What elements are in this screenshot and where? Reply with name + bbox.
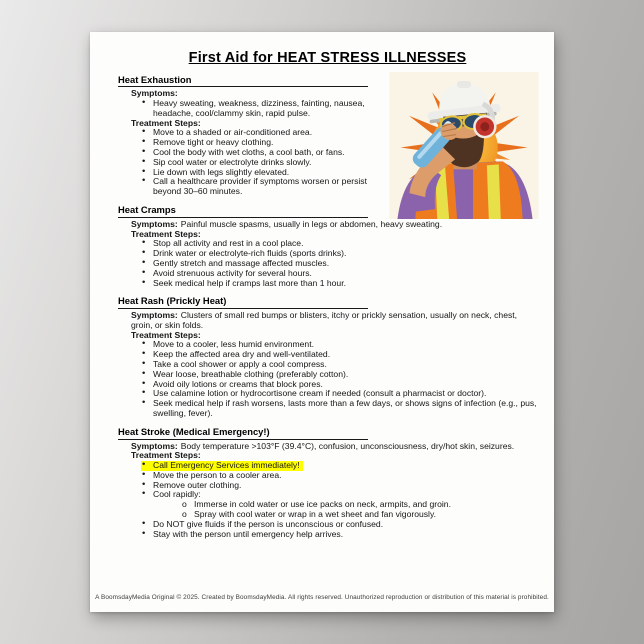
treatment-step: • Drink water or electrolyte-rich fluids (sports drinks). (141, 249, 537, 259)
treatment-step: • Avoid strenuous activity for several hours. (141, 269, 537, 279)
symptoms-label: Symptoms: (131, 218, 178, 229)
treatment-step: • Lie down with legs slightly elevated. (141, 168, 385, 178)
emergency-call-step-highlighted: • Call Emergency Services immediately! (141, 461, 303, 471)
treatment-label: Treatment Steps: (131, 228, 201, 239)
treatment-step: • Avoid oily lotions or creams that block pores. (141, 380, 537, 390)
treatment-step: • Use calamine lotion or hydrocortisone cream if needed (consult a pharmacist or doctor). (141, 389, 537, 399)
first-aid-poster (90, 32, 554, 612)
symptoms-text: Painful muscle spasms, usually in legs or abdomen, heavy sweating. (180, 218, 443, 229)
section-heading: Heat Rash (Prickly Heat) (118, 296, 368, 309)
symptoms-text: Body temperature >103°F (39.4°C), confusion, unconsciousness, dry/hot skin, seizures. (180, 440, 515, 451)
treatment-step: • Wear loose, breathable clothing (preferably cotton). (141, 370, 537, 380)
treatment-step: • Do NOT give fluids if the person is unconscious or confused. (141, 520, 537, 530)
section-heading: Heat Exhaustion (118, 75, 368, 88)
treatment-step: • Remove outer clothing. (141, 481, 537, 491)
section-heading: Heat Cramps (118, 205, 368, 218)
treatment-step: • Cool rapidly: (141, 490, 537, 500)
treatment-step: • Keep the affected area dry and well-ventilated. (141, 350, 537, 360)
treatment-step: • Stop all activity and rest in a cool place. (141, 239, 537, 249)
treatment-step: • Cool the body with wet cloths, a cool bath, or fans. (141, 148, 385, 158)
treatment-step: • Sip cool water or electrolyte drinks slowly. (141, 158, 385, 168)
treatment-step: • Gently stretch and massage affected muscles. (141, 259, 537, 269)
treatment-step: • Take a cool shower or apply a cool compress. (141, 360, 537, 370)
worker-drinking-water-illustration (389, 72, 539, 219)
section-heat-rash (118, 296, 537, 418)
treatment-step: • Move to a shaded or air-conditioned area. (141, 128, 385, 138)
symptom-item: • Heavy sweating, weakness, dizziness, fainting, nausea, headache, cool/clammy skin, rapid pulse. (141, 99, 385, 119)
treatment-step: • Remove tight or heavy clothing. (141, 138, 385, 148)
symptoms-text: Clusters of small red bumps or blisters, itchy or prickly sensation, usually on neck, chest, groin, or skin folds. (131, 310, 518, 330)
symptoms-line (131, 311, 537, 331)
treatment-step: • Call a healthcare provider if symptoms worsen or persist beyond 30–60 minutes. (141, 177, 385, 197)
section-heading: Heat Stroke (Medical Emergency!) (118, 427, 368, 440)
treatment-substep: o Spray with cool water or wrap in a wet sheet and fan vigorously. (180, 510, 537, 520)
section-heat-stroke (118, 427, 537, 540)
treatment-label: Treatment Steps: (131, 117, 201, 128)
copyright-footer: A BoomsdayMedia Original © 2025. Created by BoomsdayMedia. All rights reserved. Unauthorized reproduction or distribution of this material is prohibited. (95, 593, 549, 601)
treatment-step: • Stay with the person until emergency help arrives. (141, 530, 537, 540)
treatment-step: • Seek medical help if rash worsens, lasts more than a few days, or shows signs of infection (e.g., pus, swelling, fever). (141, 399, 537, 419)
symptoms-label: Symptoms: (131, 88, 178, 99)
treatment-step: • Seek medical help if cramps last more than 1 hour. (141, 279, 537, 289)
treatment-step: • Move to a cooler, less humid environment. (141, 340, 537, 350)
treatment-step: • Move the person to a cooler area. (141, 471, 537, 481)
treatment-label: Treatment Steps: (131, 450, 201, 461)
symptoms-label: Symptoms: (131, 440, 178, 451)
poster-title: First Aid for HEAT STRESS ILLNESSES (188, 50, 467, 66)
symptoms-label: Symptoms: (131, 310, 178, 321)
treatment-substep: o Immerse in cold water or use ice packs on neck, armpits, and groin. (180, 500, 537, 510)
treatment-label: Treatment Steps: (131, 329, 201, 340)
